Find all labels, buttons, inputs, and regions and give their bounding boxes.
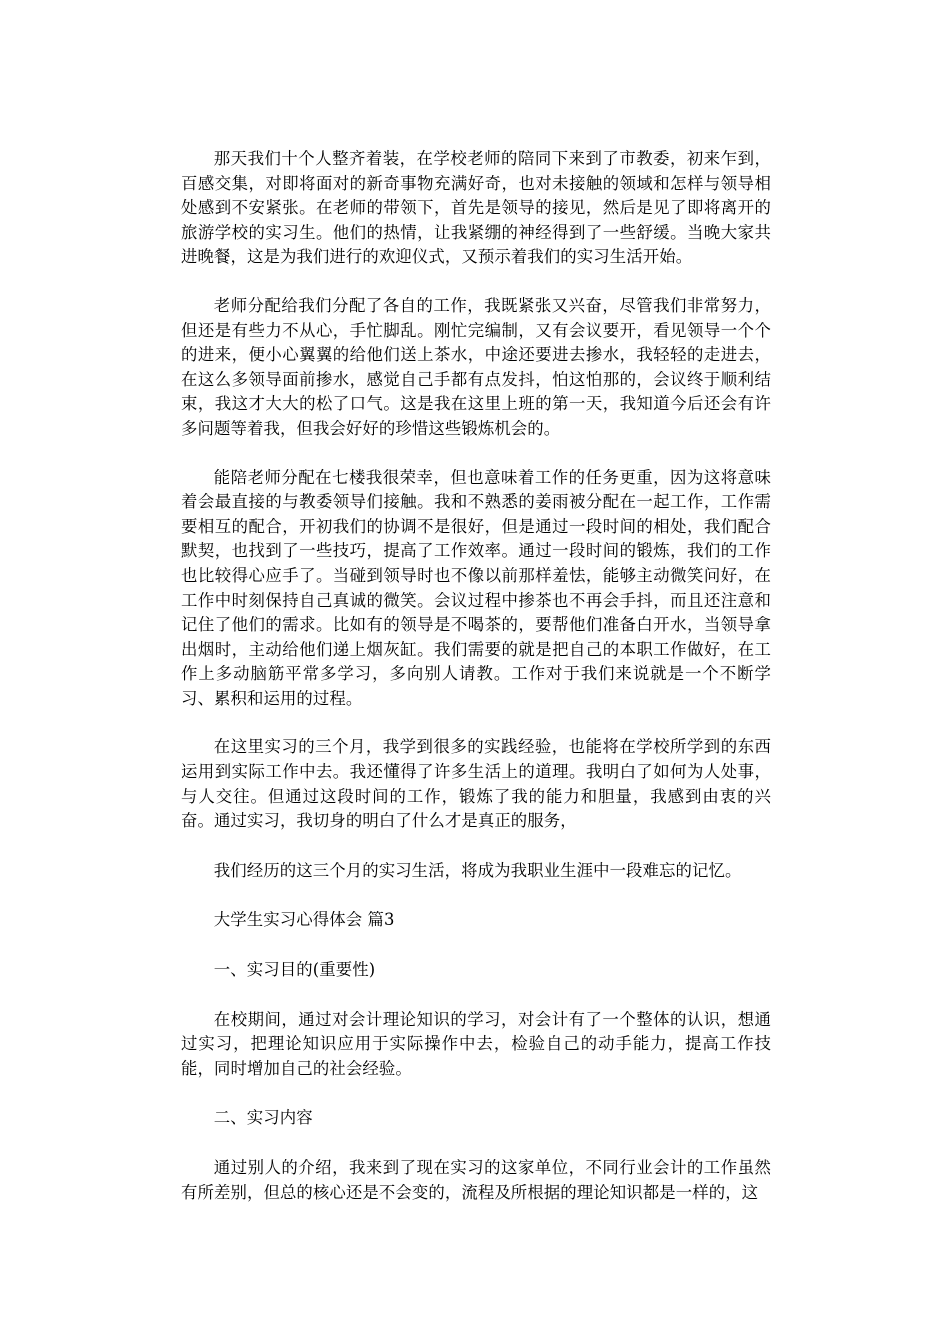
paragraph-memory: 我们经历的这三个月的实习生活，将成为我职业生涯中一段难忘的记忆。 xyxy=(213,860,742,880)
paragraph-intro-arrival: 那天我们十个人整齐着装，在学校老师的陪同下来到了市教委，初来乍到，百感交集，对即将面对的新奇事物充满好奇，也对未接触的领域和怎样与领导相处感到不安紧张。在老师的带领下，首先是领导的接见，然后是见了即将离开的旅游学校的实习生。他们的热情，让我紧绷的神经得到了一些舒缓。当晚大家共进晚餐，这是为我们进行的欢迎仪式，又预示着我们的实习生活开始。 xyxy=(181,149,771,267)
paragraph-three-months: 在这里实习的三个月，我学到很多的实践经验，也能将在学校所学到的东西运用到实际工作中去。我还懂得了许多生活上的道理。我明白了如何为人处事，与人交往。但通过这段时间的工作，锻炼了我的能力和胆量，我感到由衷的兴奋。通过实习，我切身的明白了什么才是真正的服务， xyxy=(181,737,771,831)
section-heading-content: 二、实习内容 xyxy=(213,1108,313,1128)
section-heading-purpose: 一、实习目的(重要性) xyxy=(213,960,376,980)
document-page xyxy=(181,147,771,1205)
paragraph-purpose: 在校期间，通过对会计理论知识的学习，对会计有了一个整体的认识，想通过实习，把理论知识应用于实际操作中去，检验自己的动手能力，提高工作技能，同时增加自己的社会经验。 xyxy=(181,1009,771,1078)
paragraph-content: 通过别人的介绍，我来到了现在实习的这家单位，不同行业会计的工作虽然有所差别，但总的核心还是不会变的，流程及所根据的理论知识都是一样的，这 xyxy=(181,1158,771,1202)
paragraph-seventh-floor: 能陪老师分配在七楼我很荣幸，但也意味着工作的任务更重，因为这将意味着会最直接的与教委领导们接触。我和不熟悉的姜雨被分配在一起工作，工作需要相互的配合，开初我们的协调不是很好，但是通过一段时间的相处，我们配合默契，也找到了一些技巧，提高了工作效率。通过一段时间的锻炼，我们的工作也比较得心应手了。当碰到领导时也不像以前那样羞怯，能够主动微笑问好，在工作中时刻保持自己真诚的微笑。会议过程中掺茶也不再会手抖，而且还注意和记住了他们的需求。比如有的领导是不喝茶的，要帮他们准备白开水，当领导拿出烟时，主动给他们递上烟灰缸。我们需要的就是把自己的本职工作做好，在工作上多动脑筋平常多学习，多向别人请教。工作对于我们来说就是一个不断学习、累积和运用的过程。 xyxy=(181,467,771,708)
paragraph-first-day-work: 老师分配给我们分配了各自的工作，我既紧张又兴奋，尽管我们非常努力，但还是有些力不从心，手忙脚乱。刚忙完编制，又有会议要开，看见领导一个个的进来，便小心翼翼的给他们送上茶水，中途还要进去掺水，我轻轻的走进去，在这么多领导面前掺水，感觉自己手都有点发抖，怕这怕那的，会议终于顺利结束，我这才大大的松了口气。这是我在这里上班的第一天，我知道今后还会有许多问题等着我，但我会好好的珍惜这些锻炼机会的。 xyxy=(181,295,771,438)
section-heading-part3: 大学生实习心得体会 篇3 xyxy=(213,910,395,930)
